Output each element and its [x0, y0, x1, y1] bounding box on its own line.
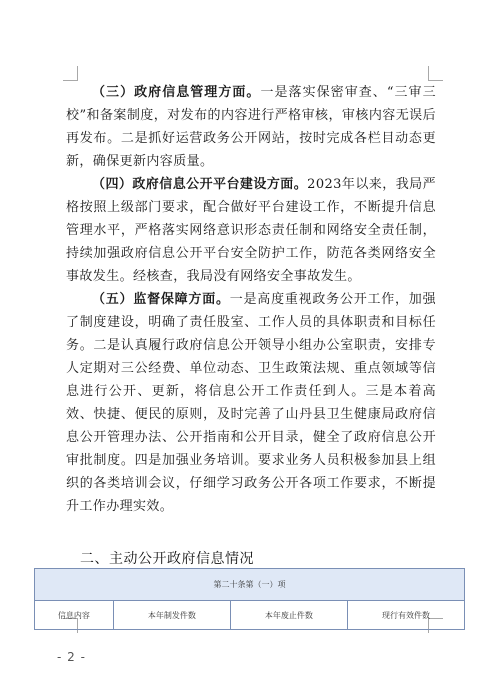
paragraph-info-management	[66, 81, 436, 173]
paragraph-platform-construction	[66, 173, 436, 288]
disclosure-table	[34, 568, 465, 630]
paragraph-text: 一是高度重视政务公开工作，加强了制度建设，明确了责任股室、工作人员的具体职责和目标任务。二是认真履行政府信息公开领导小组办公室职责，安排专人定期对三公经费、单位动态、卫生政策法规、重点领域等信息进行公开、更新，将信息公开工作责任到人。三是本着高效、快捷、便民的原则，及时完善了山丹县卫生健康局政府信息公开管理办法、公开指南和公开目录，健全了政府信息公开审批制度。四是加强业务培训。要求业务人员积极参加县上组织的各类培训会议，仔细学习政务公开各项工作要求，不断提升工作办理实效。	[66, 292, 436, 514]
table-title: 第二十条第（一）项	[35, 569, 465, 601]
document-body	[66, 81, 436, 518]
paragraph-heading: （五）监督保障方面。	[92, 292, 230, 307]
paragraph-text: 2023年以来，我局严格按照上级部门要求，配合做好平台建设工作，不断提升信息管理水平，严格落实网络意识形态责任制和网络安全责任制，持续加强政府信息公开平台安全防护工作，防范各类网络安全事故发生。经核查，我局没有网络安全事故发生。	[66, 177, 436, 284]
page-number: - 2 -	[57, 650, 86, 664]
paragraph-text: 一是落实保密审查、“三审三校”和备案制度，对发布的内容进行严格审核，审核内容无误后再发布。二是抓好运营政务公开网站，按时完成各栏目动态更新，确保更新内容质量。	[66, 85, 436, 169]
section-heading: 二、主动公开政府信息情况	[80, 551, 254, 567]
table-header-cell: 信息内容	[35, 601, 114, 630]
table-header-cell: 本年废止件数	[230, 601, 347, 630]
paragraph-heading: （四）政府信息公开平台建设方面。	[92, 177, 308, 192]
table-header-cell: 本年制发件数	[113, 601, 230, 630]
crop-mark-top-left	[63, 66, 78, 81]
crop-mark-top-right	[428, 66, 443, 81]
paragraph-supervision	[66, 288, 436, 518]
paragraph-heading: （三）政府信息管理方面。	[92, 85, 261, 100]
table-header-cell: 现行有效件数	[347, 601, 464, 630]
